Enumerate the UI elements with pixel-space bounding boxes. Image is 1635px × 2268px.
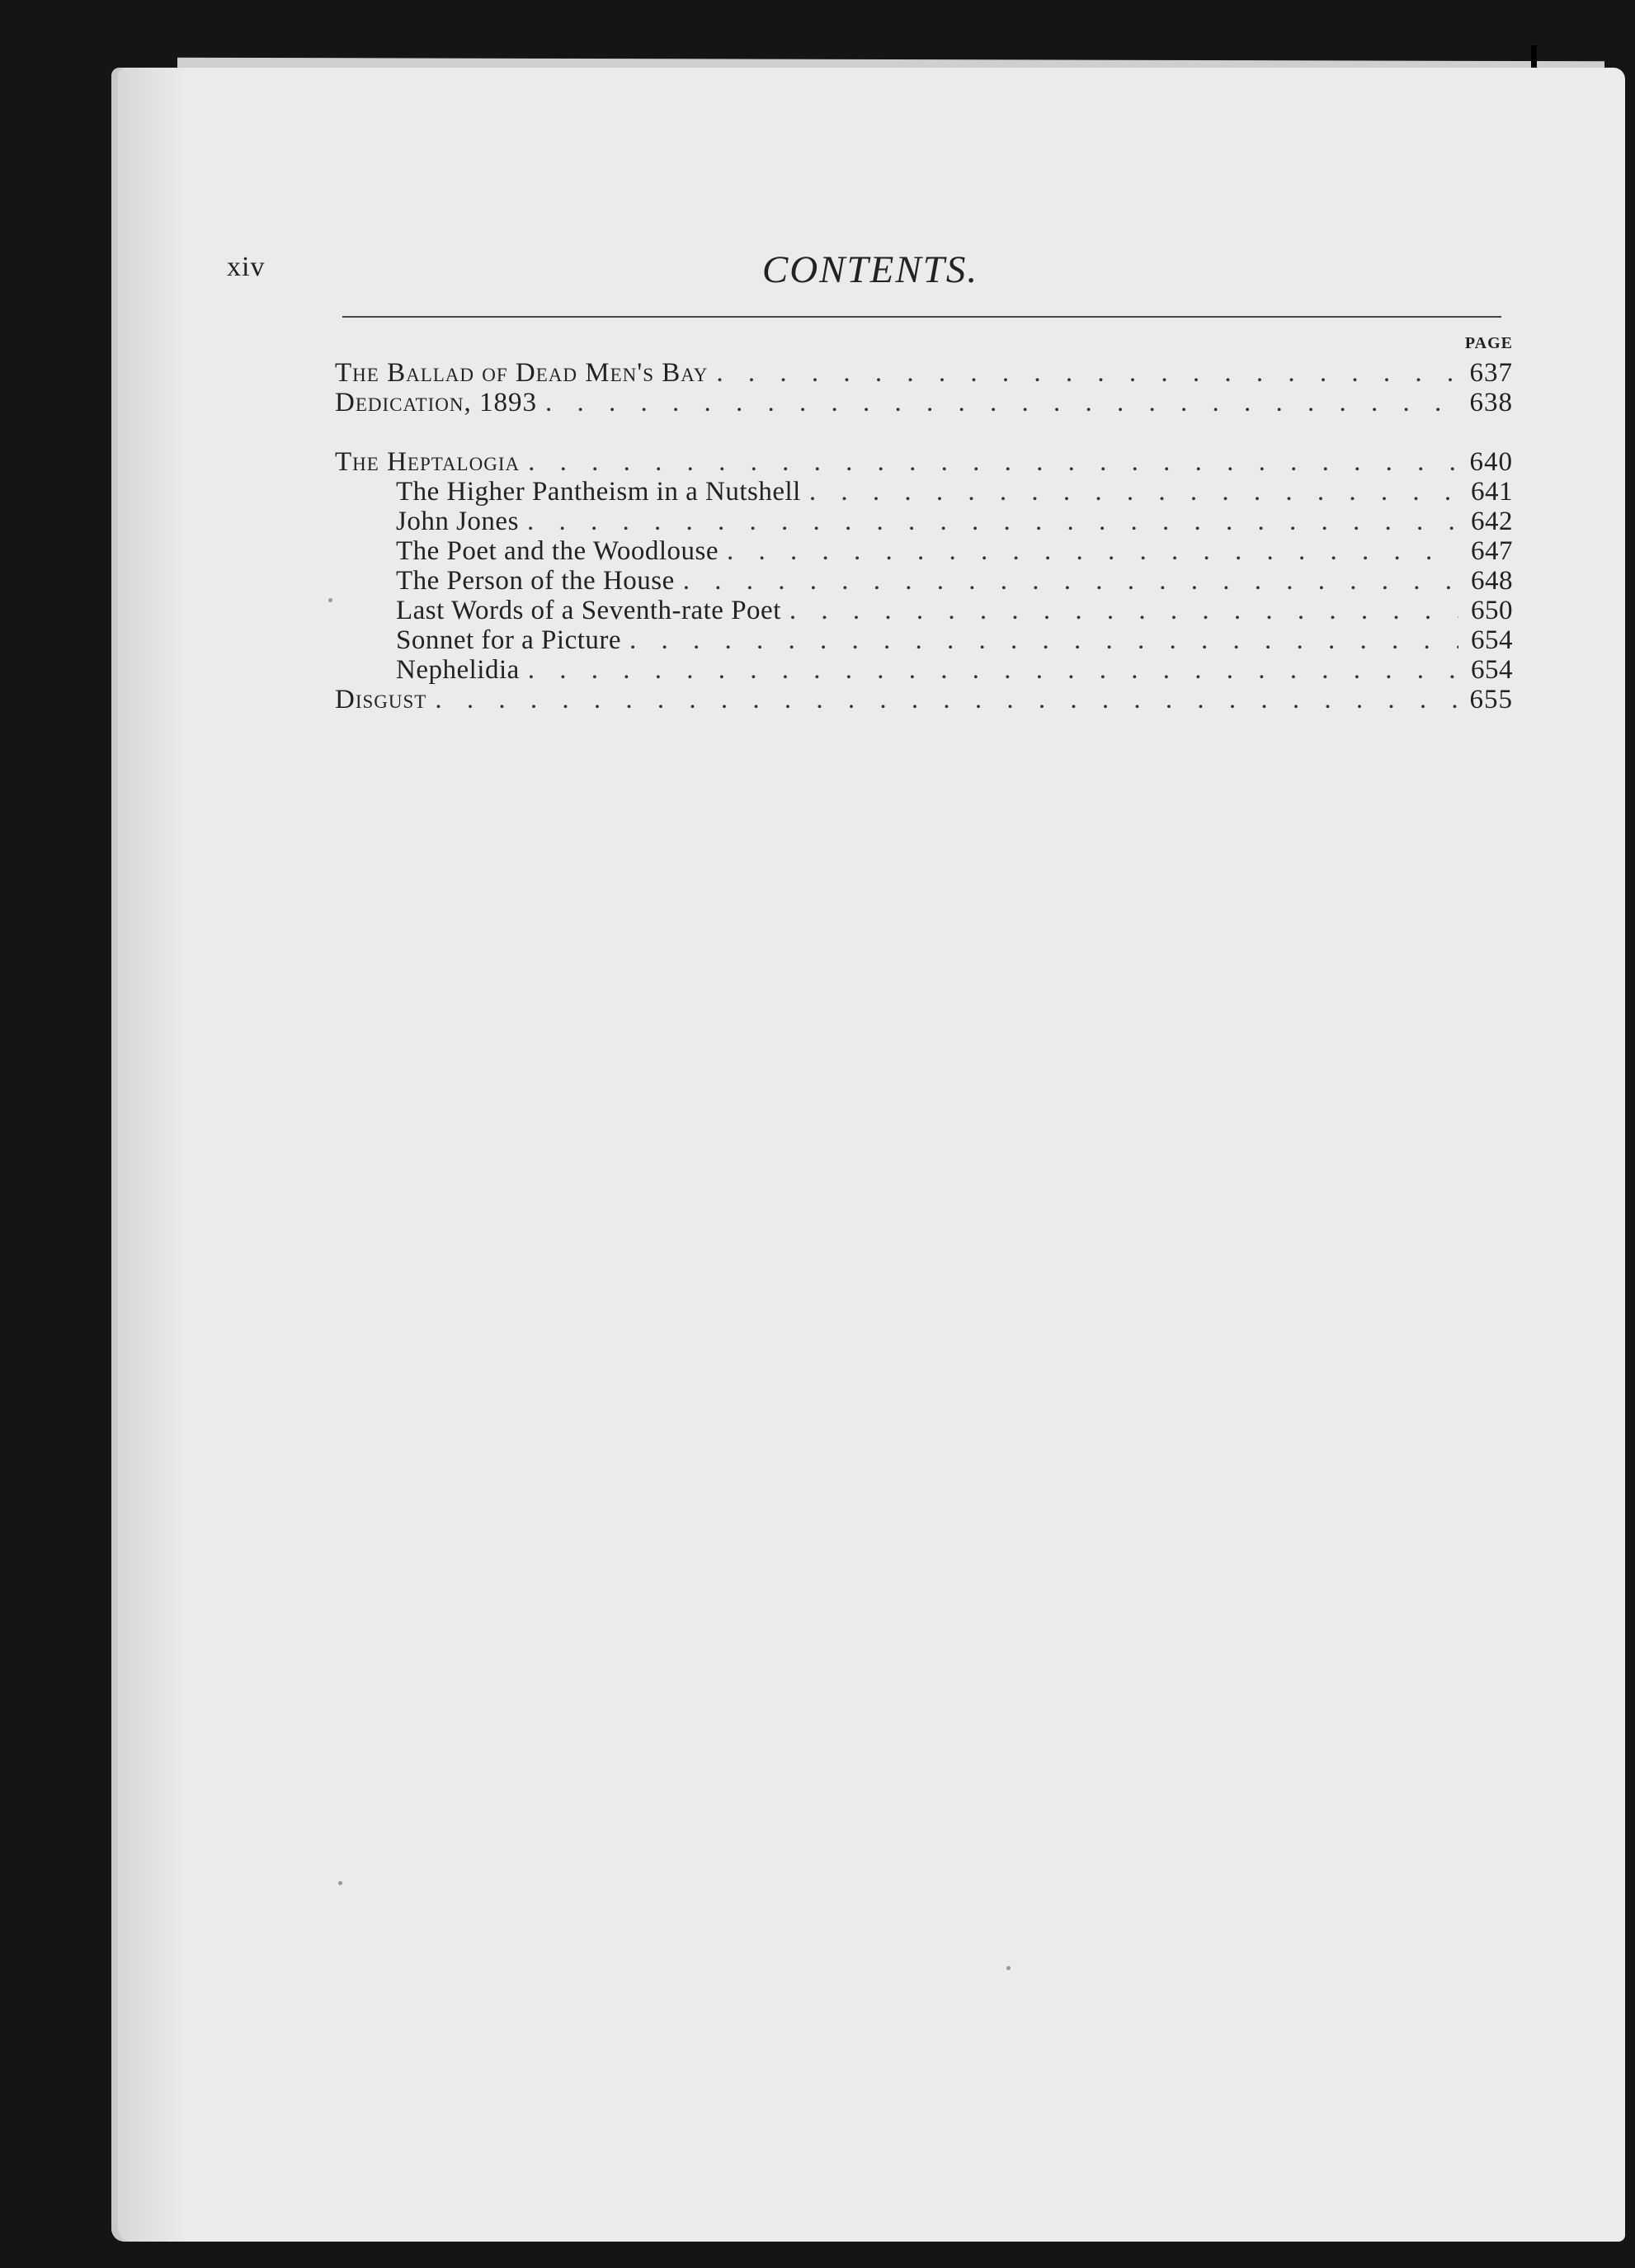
toc-entry-title: Last Words of a Seventh-rate Poet bbox=[396, 596, 781, 625]
dot-leader bbox=[435, 685, 1458, 714]
dot-leader bbox=[528, 655, 1458, 685]
dot-leader bbox=[629, 625, 1458, 655]
toc-entry-page: 640 bbox=[1469, 447, 1513, 477]
toc-subentry bbox=[335, 536, 1513, 566]
page-column-label: PAGE bbox=[1464, 334, 1513, 352]
toc-entry-title: Sonnet for a Picture bbox=[396, 625, 622, 655]
dot-leader bbox=[727, 536, 1458, 566]
page-title: CONTENTS. bbox=[761, 248, 979, 291]
dot-leader bbox=[683, 566, 1458, 596]
toc-entry-title: John Jones bbox=[396, 507, 519, 536]
toc-entry-page: 650 bbox=[1471, 596, 1513, 625]
dot-leader bbox=[528, 447, 1458, 477]
table-of-contents bbox=[335, 358, 1513, 714]
toc-entry-title: Dedication, 1893 bbox=[335, 388, 537, 417]
toc-entry-title: The Ballad of Dead Men's Bay bbox=[335, 358, 709, 388]
toc-subentry bbox=[335, 507, 1513, 536]
dot-leader bbox=[716, 358, 1458, 388]
dot-leader bbox=[789, 596, 1458, 625]
toc-entry-page: 637 bbox=[1469, 358, 1513, 388]
toc-entry-title: Nephelidia bbox=[396, 655, 520, 685]
dot-leader bbox=[527, 507, 1458, 536]
toc-entry-title: The Person of the House bbox=[396, 566, 675, 596]
toc-entry-title: The Heptalogia bbox=[335, 447, 521, 477]
scan-speck bbox=[328, 598, 332, 602]
toc-entry-title: The Higher Pantheism in a Nutshell bbox=[396, 477, 801, 507]
toc-entry-page: 655 bbox=[1469, 685, 1513, 714]
toc-entry-page: 648 bbox=[1471, 566, 1513, 596]
toc-subentry bbox=[335, 477, 1513, 507]
toc-entry bbox=[335, 685, 1513, 714]
page-folio: xiv bbox=[227, 252, 266, 282]
header-rule bbox=[342, 316, 1501, 318]
toc-entry-page: 654 bbox=[1471, 655, 1513, 685]
toc-entry-page: 638 bbox=[1469, 388, 1513, 417]
toc-entry-page: 647 bbox=[1471, 536, 1513, 566]
toc-subentry bbox=[335, 655, 1513, 685]
toc-subentry bbox=[335, 625, 1513, 655]
toc-entry bbox=[335, 447, 1513, 477]
dot-leader bbox=[545, 388, 1458, 417]
toc-entry-title: The Poet and the Woodlouse bbox=[396, 536, 719, 566]
scan-speck bbox=[1006, 1966, 1011, 1970]
running-head bbox=[227, 248, 1514, 314]
page-gutter-shadow bbox=[111, 68, 186, 2242]
toc-entry-title: Disgust bbox=[335, 685, 427, 714]
toc-entry bbox=[335, 388, 1513, 417]
toc-entry-page: 654 bbox=[1471, 625, 1513, 655]
toc-entry-page: 642 bbox=[1471, 507, 1513, 536]
toc-subentry bbox=[335, 596, 1513, 625]
toc-entry-page: 641 bbox=[1471, 477, 1513, 507]
scan-speck bbox=[338, 1881, 342, 1885]
toc-entry bbox=[335, 358, 1513, 388]
toc-subentry bbox=[335, 566, 1513, 596]
dot-leader bbox=[809, 477, 1458, 507]
scan-tab-mark bbox=[1531, 45, 1537, 70]
